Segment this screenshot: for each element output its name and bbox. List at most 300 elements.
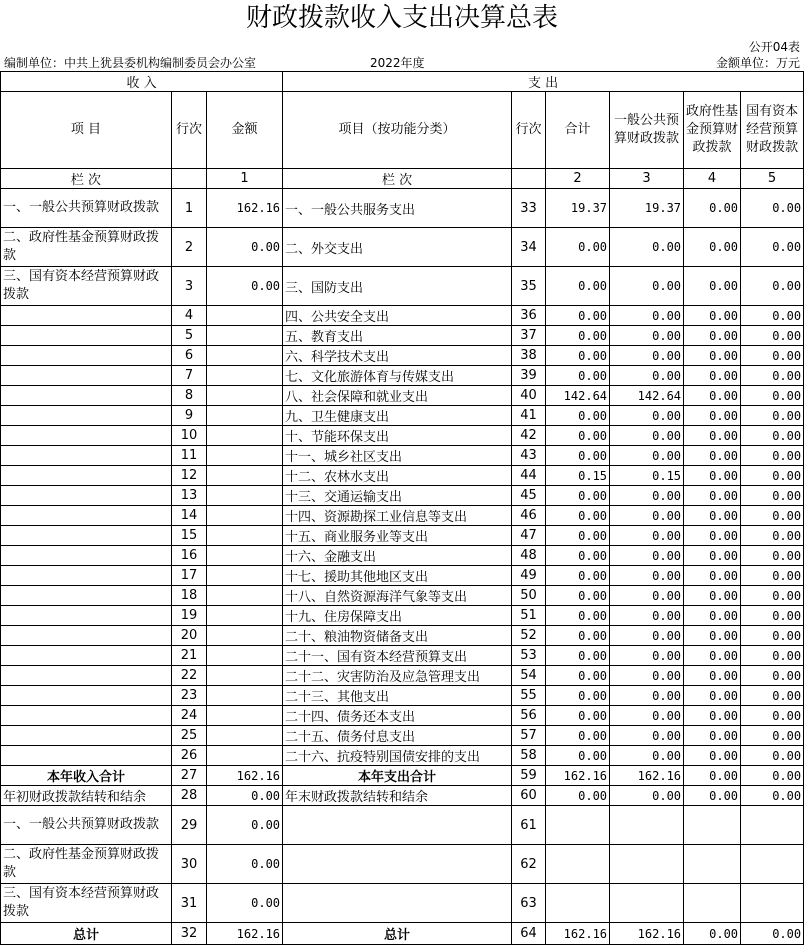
grand-total-capital: 0.00 [741, 923, 804, 945]
income-line-no: 20 [172, 626, 207, 646]
col-index-5: 5 [741, 169, 804, 189]
empty-cell [610, 884, 684, 923]
appropriation-table [0, 71, 804, 945]
income-amount [207, 326, 283, 346]
expense-item: 八、社会保障和就业支出 [283, 386, 512, 406]
expense-general-budget: 0.00 [610, 606, 684, 626]
expense-state-capital: 0.00 [741, 326, 804, 346]
expense-total-fund: 0.00 [684, 766, 741, 786]
income-amount [207, 726, 283, 746]
expense-gov-fund: 0.00 [684, 626, 741, 646]
expense-gov-fund: 0.00 [684, 726, 741, 746]
grand-total-total: 162.16 [546, 923, 610, 945]
expense-gov-fund: 0.00 [684, 466, 741, 486]
expense-item: 四、公共安全支出 [283, 306, 512, 326]
expense-total-line-no: 59 [512, 766, 546, 786]
income-item [1, 626, 172, 646]
income-item: 一、一般公共预算财政拨款 [1, 189, 172, 228]
expense-state-capital: 0.00 [741, 526, 804, 546]
col-line-no: 行次 [172, 92, 207, 169]
col-item: 项 目 [1, 92, 172, 169]
income-line-no: 2 [172, 228, 207, 267]
income-item: 二、政府性基金预算财政拨款 [1, 228, 172, 267]
fiscal-year: 2022年度 [370, 56, 425, 70]
expense-state-capital: 0.00 [741, 366, 804, 386]
expense-gov-fund: 0.00 [684, 546, 741, 566]
expense-general-budget: 0.00 [610, 228, 684, 267]
income-line-no: 6 [172, 346, 207, 366]
expense-general-budget: 0.00 [610, 306, 684, 326]
expense-line-no: 40 [512, 386, 546, 406]
table-row [1, 386, 804, 406]
carry-item: 二、政府性基金预算财政拨款 [1, 845, 172, 884]
expense-general-budget: 0.00 [610, 726, 684, 746]
expense-item: 二十一、国有资本经营预算支出 [283, 646, 512, 666]
income-item [1, 506, 172, 526]
column-label-2: 栏 次 [283, 169, 512, 189]
expense-line-no: 53 [512, 646, 546, 666]
empty-cell [741, 806, 804, 845]
income-item [1, 406, 172, 426]
income-line-no: 19 [172, 606, 207, 626]
income-item: 三、国有资本经营预算财政拨款 [1, 267, 172, 306]
expense-total: 0.00 [546, 426, 610, 446]
income-line-no: 4 [172, 306, 207, 326]
table-row [1, 546, 804, 566]
expense-total: 0.00 [546, 626, 610, 646]
table-row [1, 626, 804, 646]
table-row [1, 306, 804, 326]
income-line-no: 24 [172, 706, 207, 726]
income-item [1, 726, 172, 746]
income-line-no: 22 [172, 666, 207, 686]
expense-general-budget: 0.15 [610, 466, 684, 486]
carry-line-no: 31 [172, 884, 207, 923]
col-item-function: 项目（按功能分类） [283, 92, 512, 169]
income-amount [207, 686, 283, 706]
expense-total-capital: 0.00 [741, 766, 804, 786]
expense-line-no: 56 [512, 706, 546, 726]
expense-line-no: 48 [512, 546, 546, 566]
table-row [1, 566, 804, 586]
expense-item: 十一、城乡社区支出 [283, 446, 512, 466]
table-row [1, 646, 804, 666]
table-row [1, 466, 804, 486]
expense-state-capital: 0.00 [741, 586, 804, 606]
expense-general-budget: 0.00 [610, 566, 684, 586]
expense-line-no: 42 [512, 426, 546, 446]
expense-item: 二十三、其他支出 [283, 686, 512, 706]
expense-item: 十三、交通运输支出 [283, 486, 512, 506]
income-item [1, 746, 172, 766]
income-item [1, 426, 172, 446]
form-number: 公开04表 [748, 40, 800, 54]
expense-line-no: 39 [512, 366, 546, 386]
col-total: 合计 [546, 92, 610, 169]
expense-general-budget: 0.00 [610, 366, 684, 386]
carry-line-no: 30 [172, 845, 207, 884]
carry-item: 一、一般公共预算财政拨款 [1, 806, 172, 845]
expense-general-budget: 0.00 [610, 326, 684, 346]
income-line-no: 7 [172, 366, 207, 386]
table-row [1, 426, 804, 446]
expense-item: 二十、粮油物资储备支出 [283, 626, 512, 646]
income-line-no: 23 [172, 686, 207, 706]
grand-total-amount: 162.16 [207, 923, 283, 945]
income-amount [207, 506, 283, 526]
expense-gov-fund: 0.00 [684, 646, 741, 666]
expense-item: 十五、商业服务业等支出 [283, 526, 512, 546]
expense-total: 0.00 [546, 526, 610, 546]
table-row [1, 366, 804, 386]
expense-gov-fund: 0.00 [684, 506, 741, 526]
expense-line-no: 49 [512, 566, 546, 586]
income-amount: 162.16 [207, 189, 283, 228]
expense-line-no: 44 [512, 466, 546, 486]
table-row [1, 267, 804, 306]
expense-line-no: 57 [512, 726, 546, 746]
expense-gov-fund: 0.00 [684, 486, 741, 506]
carryover-detail-row [1, 845, 804, 884]
expense-total: 0.00 [546, 606, 610, 626]
carry-begin-amount: 0.00 [207, 786, 283, 806]
empty-cell [512, 169, 546, 189]
expense-state-capital: 0.00 [741, 506, 804, 526]
carry-end-fund: 0.00 [684, 786, 741, 806]
expense-state-capital: 0.00 [741, 228, 804, 267]
expense-line-no: 35 [512, 267, 546, 306]
income-item [1, 586, 172, 606]
col-index-1: 1 [207, 169, 283, 189]
income-item [1, 646, 172, 666]
expense-item: 二十五、债务付息支出 [283, 726, 512, 746]
expense-total: 0.00 [546, 267, 610, 306]
grand-total-fund: 0.00 [684, 923, 741, 945]
table-row [1, 706, 804, 726]
expense-item: 十九、住房保障支出 [283, 606, 512, 626]
empty-cell [283, 845, 512, 884]
income-amount [207, 646, 283, 666]
expense-general-budget: 0.00 [610, 426, 684, 446]
empty-cell [546, 884, 610, 923]
carry-amount: 0.00 [207, 806, 283, 845]
income-total-line-no: 27 [172, 766, 207, 786]
grand-total-label: 总计 [1, 923, 172, 945]
col-line-no-2: 行次 [512, 92, 546, 169]
income-line-no: 12 [172, 466, 207, 486]
income-amount [207, 346, 283, 366]
carry-end-capital: 0.00 [741, 786, 804, 806]
expense-state-capital: 0.00 [741, 686, 804, 706]
expense-line-no: 34 [512, 228, 546, 267]
expense-general-budget: 0.00 [610, 666, 684, 686]
table-row [1, 486, 804, 506]
expense-general-budget: 0.00 [610, 526, 684, 546]
grand-total-expense-line-no: 64 [512, 923, 546, 945]
table-row [1, 326, 804, 346]
expense-general-budget: 0.00 [610, 267, 684, 306]
income-amount [207, 526, 283, 546]
expense-state-capital: 0.00 [741, 426, 804, 446]
empty-cell [684, 806, 741, 845]
empty-cell [546, 806, 610, 845]
expense-item: 十、节能环保支出 [283, 426, 512, 446]
expense-gov-fund: 0.00 [684, 346, 741, 366]
carry-end-general: 0.00 [610, 786, 684, 806]
income-line-no: 18 [172, 586, 207, 606]
col-state-capital: 国有资本经营预算财政拨款 [741, 92, 804, 169]
income-amount [207, 666, 283, 686]
income-amount [207, 366, 283, 386]
income-amount: 0.00 [207, 267, 283, 306]
expense-state-capital: 0.00 [741, 306, 804, 326]
expense-line-no: 50 [512, 586, 546, 606]
carry-begin-line-no: 28 [172, 786, 207, 806]
income-item [1, 606, 172, 626]
carry-end-total: 0.00 [546, 786, 610, 806]
carry-end-label: 年末财政拨款结转和结余 [283, 786, 512, 806]
table-row [1, 406, 804, 426]
table-row [1, 666, 804, 686]
expense-item: 五、教育支出 [283, 326, 512, 346]
expense-general-budget: 0.00 [610, 486, 684, 506]
expense-item: 十六、金融支出 [283, 546, 512, 566]
expense-line-no: 41 [512, 406, 546, 426]
empty-cell [283, 806, 512, 845]
expense-total-general: 162.16 [610, 766, 684, 786]
income-item [1, 686, 172, 706]
income-item [1, 566, 172, 586]
expense-total: 0.15 [546, 466, 610, 486]
expense-line-no: 45 [512, 486, 546, 506]
income-line-no: 26 [172, 746, 207, 766]
grand-total-general: 162.16 [610, 923, 684, 945]
income-amount [207, 306, 283, 326]
expense-state-capital: 0.00 [741, 346, 804, 366]
expense-total-total: 162.16 [546, 766, 610, 786]
column-header-row [1, 92, 804, 169]
income-line-no: 13 [172, 486, 207, 506]
expense-total: 0.00 [546, 486, 610, 506]
expense-gov-fund: 0.00 [684, 366, 741, 386]
expense-state-capital: 0.00 [741, 746, 804, 766]
income-amount [207, 426, 283, 446]
expense-total: 0.00 [546, 228, 610, 267]
column-index-row [1, 169, 804, 189]
carry-amount: 0.00 [207, 845, 283, 884]
expense-line-no: 43 [512, 446, 546, 466]
expense-line-no: 58 [512, 746, 546, 766]
expense-total: 0.00 [546, 686, 610, 706]
table-row [1, 346, 804, 366]
expense-total: 142.64 [546, 386, 610, 406]
col-index-3: 3 [610, 169, 684, 189]
income-line-no: 15 [172, 526, 207, 546]
col-gov-fund: 政府性基金预算财政拨款 [684, 92, 741, 169]
income-amount: 0.00 [207, 228, 283, 267]
expense-general-budget: 0.00 [610, 446, 684, 466]
expense-state-capital: 0.00 [741, 666, 804, 686]
expense-general-budget: 0.00 [610, 626, 684, 646]
carry-right-line-no: 62 [512, 845, 546, 884]
expense-general-budget: 142.64 [610, 386, 684, 406]
expense-line-no: 46 [512, 506, 546, 526]
expense-total: 0.00 [546, 586, 610, 606]
expense-line-no: 33 [512, 189, 546, 228]
income-item [1, 526, 172, 546]
income-item [1, 366, 172, 386]
expense-total-label: 本年支出合计 [283, 766, 512, 786]
expense-total: 0.00 [546, 406, 610, 426]
carry-line-no: 29 [172, 806, 207, 845]
income-total-amount: 162.16 [207, 766, 283, 786]
income-item [1, 486, 172, 506]
expense-total: 0.00 [546, 366, 610, 386]
expense-total: 0.00 [546, 546, 610, 566]
income-line-no: 11 [172, 446, 207, 466]
income-amount [207, 546, 283, 566]
empty-cell [741, 845, 804, 884]
table-row [1, 446, 804, 466]
income-item [1, 386, 172, 406]
expense-item: 十二、农林水支出 [283, 466, 512, 486]
col-index-2: 2 [546, 169, 610, 189]
expense-state-capital: 0.00 [741, 706, 804, 726]
expense-item: 十四、资源勘探工业信息等支出 [283, 506, 512, 526]
expense-item: 十八、自然资源海洋气象等支出 [283, 586, 512, 606]
expense-total: 0.00 [546, 726, 610, 746]
carry-item: 三、国有资本经营预算财政拨款 [1, 884, 172, 923]
expense-item: 一、一般公共服务支出 [283, 189, 512, 228]
expense-item: 七、文化旅游体育与传媒支出 [283, 366, 512, 386]
expense-state-capital: 0.00 [741, 546, 804, 566]
expense-item: 二十六、抗疫特别国债安排的支出 [283, 746, 512, 766]
expense-line-no: 54 [512, 666, 546, 686]
empty-cell [610, 806, 684, 845]
expense-general-budget: 0.00 [610, 546, 684, 566]
expense-gov-fund: 0.00 [684, 746, 741, 766]
income-item [1, 466, 172, 486]
table-row [1, 506, 804, 526]
income-amount [207, 466, 283, 486]
table-row [1, 228, 804, 267]
annual-total-row [1, 766, 804, 786]
expense-total: 19.37 [546, 189, 610, 228]
carry-begin-label: 年初财政拨款结转和结余 [1, 786, 172, 806]
expense-gov-fund: 0.00 [684, 566, 741, 586]
carry-end-line-no: 60 [512, 786, 546, 806]
income-amount [207, 586, 283, 606]
empty-cell [684, 884, 741, 923]
carry-right-line-no: 63 [512, 884, 546, 923]
empty-cell [283, 884, 512, 923]
reporting-unit: 编制单位：中共上犹县委机构编制委员会办公室 [4, 56, 257, 70]
income-item [1, 326, 172, 346]
expense-state-capital: 0.00 [741, 189, 804, 228]
expense-gov-fund: 0.00 [684, 228, 741, 267]
income-item [1, 306, 172, 326]
expense-header: 支 出 [283, 72, 804, 92]
income-amount [207, 486, 283, 506]
col-amount: 金额 [207, 92, 283, 169]
income-amount [207, 626, 283, 646]
income-item [1, 346, 172, 366]
income-line-no: 1 [172, 189, 207, 228]
expense-general-budget: 0.00 [610, 686, 684, 706]
expense-gov-fund: 0.00 [684, 406, 741, 426]
empty-cell [172, 169, 207, 189]
income-header: 收 入 [1, 72, 283, 92]
expense-gov-fund: 0.00 [684, 606, 741, 626]
expense-line-no: 55 [512, 686, 546, 706]
income-total-label: 本年收入合计 [1, 766, 172, 786]
expense-gov-fund: 0.00 [684, 306, 741, 326]
expense-item: 二十二、灾害防治及应急管理支出 [283, 666, 512, 686]
col-general-budget: 一般公共预算财政拨款 [610, 92, 684, 169]
income-amount [207, 706, 283, 726]
income-line-no: 10 [172, 426, 207, 446]
income-line-no: 9 [172, 406, 207, 426]
expense-general-budget: 0.00 [610, 406, 684, 426]
expense-general-budget: 0.00 [610, 506, 684, 526]
expense-gov-fund: 0.00 [684, 686, 741, 706]
expense-line-no: 36 [512, 306, 546, 326]
expense-gov-fund: 0.00 [684, 666, 741, 686]
income-line-no: 5 [172, 326, 207, 346]
expense-state-capital: 0.00 [741, 566, 804, 586]
income-line-no: 8 [172, 386, 207, 406]
expense-line-no: 51 [512, 606, 546, 626]
expense-line-no: 52 [512, 626, 546, 646]
expense-total: 0.00 [546, 346, 610, 366]
expense-state-capital: 0.00 [741, 606, 804, 626]
carryover-row [1, 786, 804, 806]
expense-gov-fund: 0.00 [684, 526, 741, 546]
income-item [1, 666, 172, 686]
table-row [1, 606, 804, 626]
expense-state-capital: 0.00 [741, 626, 804, 646]
expense-total: 0.00 [546, 306, 610, 326]
empty-cell [546, 845, 610, 884]
grand-total-line-no: 32 [172, 923, 207, 945]
expense-total: 0.00 [546, 506, 610, 526]
income-item [1, 706, 172, 726]
table-row [1, 746, 804, 766]
income-line-no: 16 [172, 546, 207, 566]
carryover-detail-row [1, 884, 804, 923]
expense-gov-fund: 0.00 [684, 189, 741, 228]
amount-unit: 金额单位：万元 [715, 56, 800, 70]
expense-general-budget: 0.00 [610, 706, 684, 726]
income-amount [207, 406, 283, 426]
empty-cell [741, 884, 804, 923]
income-item [1, 446, 172, 466]
table-row [1, 526, 804, 546]
income-line-no: 3 [172, 267, 207, 306]
table-row [1, 726, 804, 746]
expense-state-capital: 0.00 [741, 446, 804, 466]
empty-cell [684, 845, 741, 884]
col-index-4: 4 [684, 169, 741, 189]
table-row [1, 686, 804, 706]
income-amount [207, 606, 283, 626]
carryover-detail-row [1, 806, 804, 845]
expense-general-budget: 19.37 [610, 189, 684, 228]
expense-total: 0.00 [546, 326, 610, 346]
expense-line-no: 38 [512, 346, 546, 366]
expense-total: 0.00 [546, 646, 610, 666]
grand-total-expense-label: 总计 [283, 923, 512, 945]
